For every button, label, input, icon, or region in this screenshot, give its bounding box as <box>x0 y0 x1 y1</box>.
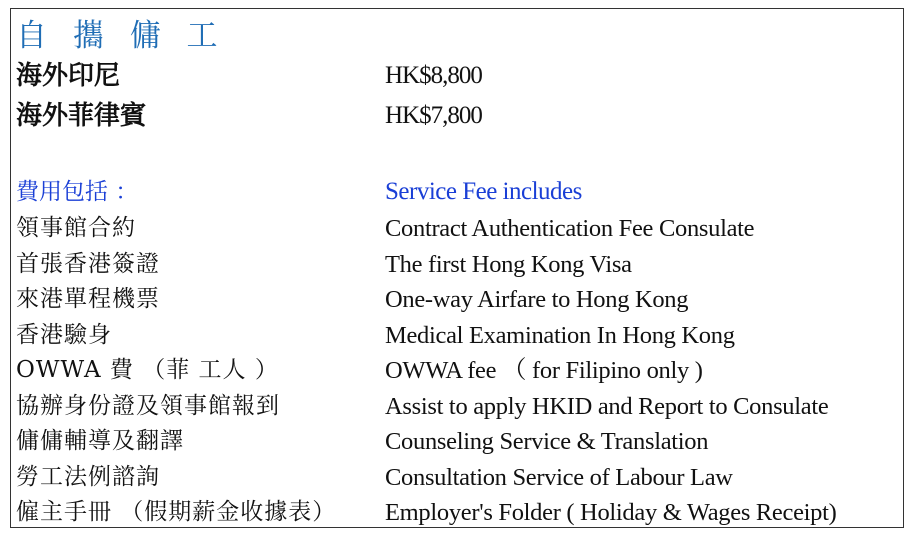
price-value: HK$7,800 <box>385 102 482 129</box>
item-label-en: OWWA fee （ for Filipino only ) <box>385 357 703 384</box>
page-title: 自 攜 傭 工 <box>16 18 226 54</box>
service-items-list <box>16 211 896 531</box>
item-label-zh: 僱主手冊 （假期薪金收據表） <box>16 499 337 525</box>
item-label-en: Medical Examination In Hong Kong <box>385 321 735 349</box>
price-value: HK$8,800 <box>385 62 482 89</box>
item-label-en: One-way Airfare to Hong Kong <box>385 286 689 313</box>
item-label-en: Counseling Service & Translation <box>385 428 709 455</box>
list-item <box>16 389 896 425</box>
item-label-zh: 勞工法例諮詢 <box>16 463 160 490</box>
list-item <box>16 495 896 531</box>
list-item <box>16 424 896 460</box>
list-item <box>16 247 896 283</box>
list-item <box>16 282 896 318</box>
includes-label-en: Service Fee includes <box>385 178 582 205</box>
item-label-zh: 協辦身份證及領事館報到 <box>16 392 280 419</box>
list-item <box>16 211 896 247</box>
item-label-en: The first Hong Kong Visa <box>385 250 632 278</box>
includes-label-zh: 費用包括 ： <box>16 179 139 205</box>
item-label-zh: 首張香港簽證 <box>16 250 160 277</box>
item-label-zh: 香港驗身 <box>16 321 112 348</box>
list-item <box>16 460 896 496</box>
item-label-zh: OWWA 費 （菲 工人 ） <box>16 357 279 383</box>
item-label-zh: 領事館合約 <box>16 215 136 241</box>
item-label-en: Employer's Folder ( Holiday & Wages Receipt) <box>385 499 837 526</box>
item-label-zh: 來港單程機票 <box>16 286 160 312</box>
price-label: 海外印尼 <box>16 61 121 91</box>
item-label-en: Consultation Service of Labour Law <box>385 463 733 491</box>
item-label-zh: 傭傭輔導及翻譯 <box>16 428 184 454</box>
item-label-en: Contract Authentication Fee Consulate <box>385 215 755 242</box>
item-label-en: Assist to apply HKID and Report to Consulate <box>385 392 829 420</box>
list-item <box>16 318 896 354</box>
list-item <box>16 353 896 389</box>
price-label: 海外菲律賓 <box>16 101 147 131</box>
